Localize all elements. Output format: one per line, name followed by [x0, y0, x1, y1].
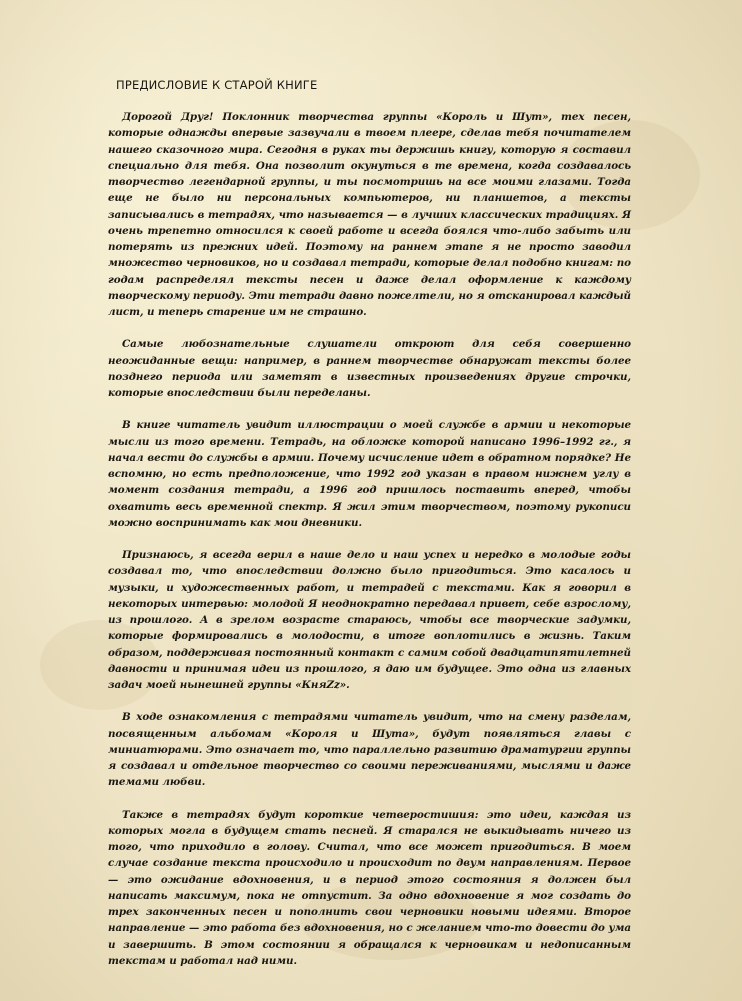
paragraph: Самые любознательные слушатели откроют для себя совершенно неожиданные вещи: например, в раннем творчестве обнаружат тексты более позднего периода или заметят в известных произведениях другие строчки, которые впоследствии были переделаны.: [108, 338, 631, 399]
paragraph: В ходе ознакомления с тетрадями читатель увидит, что на смену разделам, посвященным альбомам «Короля и Шута», будут появляться главы с миниатюрами. Это означает то, что параллельно развитию драматургии группы я создавал и отдельное творчество со своими переживаниями, мыслями и даже темами любви.: [108, 711, 631, 789]
document-body: [108, 78, 631, 985]
paragraph: Дорогой Друг! Поклонник творчества группы «Король и Шут», тех песен, которые однажды впервые зазвучали в твоем плеере, сделав тебя почитателем нашего сказочного мира. Сегодня в руках ты держишь книгу, которую я составил специально для тебя. Она позволит окунуться в те времена, когда создавалось творчество легендарной группы, и ты посмотришь на все моими глазами. Тогда еще не было ни персональных компьютеров, ни планшетов, а тексты записывались в тетрадях, что называется — в лучших классических традициях. Я очень трепетно относился к своей работе и всегда боялся что-либо забыть или потерять из прежних идей. Поэтому на раннем этапе я не просто заводил множество черновиков, но и создавал тетради, которые делал подобно книгам: по годам распределял тексты песен и даже делал оформление к каждому творческому периоду. Эти тетради давно пожелтели, но я отсканировал каждый лист, и теперь старение им не страшно.: [108, 111, 631, 318]
paragraph: Признаюсь, я всегда верил в наше дело и наш успех и нередко в молодые годы создавал то, что впоследствии должно было пригодиться. Это касалось и музыки, и художественных работ, и тетрадей с текстами. Как я говорил в некоторых интервью: молодой Я неоднократно передавал привет, себе взрослому, из прошлого. А в зрелом возрасте стараюсь, чтобы все творческие задумки, которые формировались в молодости, в итоге воплотились в жизнь. Таким образом, поддерживая постоянный контакт с самим собой двадцатипятилетней давности и принимая идеи из прошлого, я даю им будущее. Это одна из главных задач моей нынешней группы «КняZz».: [108, 549, 631, 691]
paragraph: Также в тетрадях будут короткие четверостишия: это идеи, каждая из которых могла в будущем стать песней. Я старался не выкидывать ничего из того, что приходило в голову. Считал, что все может пригодиться. В моем случае создание текста происходило и происходит по двум направлениям. Первое — это ожидание вдохновения, и в период этого состояния я должен был написать максимум, пока не отпустит. За одно вдохновение я мог создать до трех законченных песен и пополнить свои черновики новыми идеями. Второе направление — это работа без вдохновения, но с желанием что-то довести до ума и завершить. В этом состоянии я обращался к черновикам и недописанным текстам и работал над ними.: [108, 808, 631, 967]
page-title: ПРЕДИСЛОВИЕ К СТАРОЙ КНИГЕ: [116, 78, 318, 92]
paragraph: В книге читатель увидит иллюстрации о моей службе в армии и некоторые мысли из того времени. Тетрадь, на обложке которой написано 1996–1992 гг., я начал вести до службы в армии. Почему исчисление идет в обратном порядке? Не вспомню, но есть предположение, что 1992 год указан в правом нижнем углу в момент создания тетради, а 1996 год пришлось поставить вперед, чтобы охватить весь временной спектр. Я жил этим творчеством, поэтому рукописи можно воспринимать как мои дневники.: [108, 419, 631, 529]
